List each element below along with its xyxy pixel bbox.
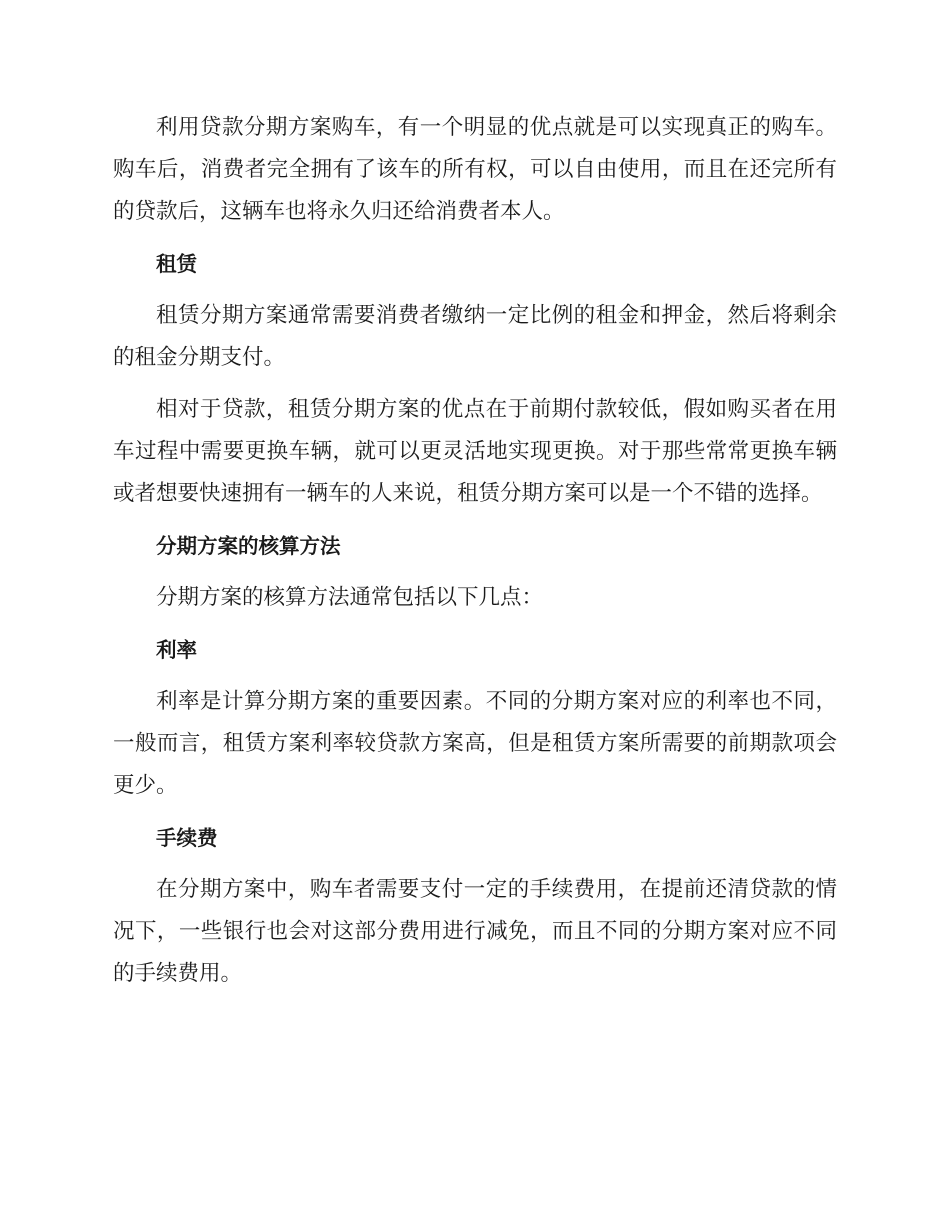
paragraph-lease-advantage: 相对于贷款，租赁分期方案的优点在于前期付款较低，假如购买者在用车过程中需要更换车辆，就可以更灵活地实现更换。对于那些常常更换车辆或者想要快速拥有一辆车的人来说，租赁分期方案可以是一个不错的选择。: [113, 397, 837, 506]
heading-fees: 手续费: [156, 826, 218, 850]
paragraph-interest-rate: 利率是计算分期方案的重要因素。不同的分期方案对应的利率也不同，一般而言，租赁方案利率较贷款方案高，但是租赁方案所需要的前期款项会更少。: [113, 689, 837, 798]
document-body: [113, 107, 837, 1005]
paragraph-fees: 在分期方案中，购车者需要支付一定的手续费用，在提前还清贷款的情况下，一些银行也会对这部分费用进行减免，而且不同的分期方案对应不同的手续费用。: [113, 877, 837, 986]
heading-calculation-method: 分期方案的核算方法: [156, 534, 341, 558]
paragraph-lease-description: 租赁分期方案通常需要消费者缴纳一定比例的租金和押金，然后将剩余的租金分期支付。: [113, 303, 837, 370]
heading-lease: 租赁: [156, 252, 197, 276]
heading-interest-rate: 利率: [156, 638, 197, 662]
paragraph-purchase-advantage: 利用贷款分期方案购车，有一个明显的优点就是可以实现真正的购车。购车后，消费者完全拥有了该车的所有权，可以自由使用，而且在还完所有的贷款后，这辆车也将永久归还给消费者本人。: [113, 115, 837, 224]
paragraph-calculation-intro: 分期方案的核算方法通常包括以下几点：: [156, 585, 544, 610]
